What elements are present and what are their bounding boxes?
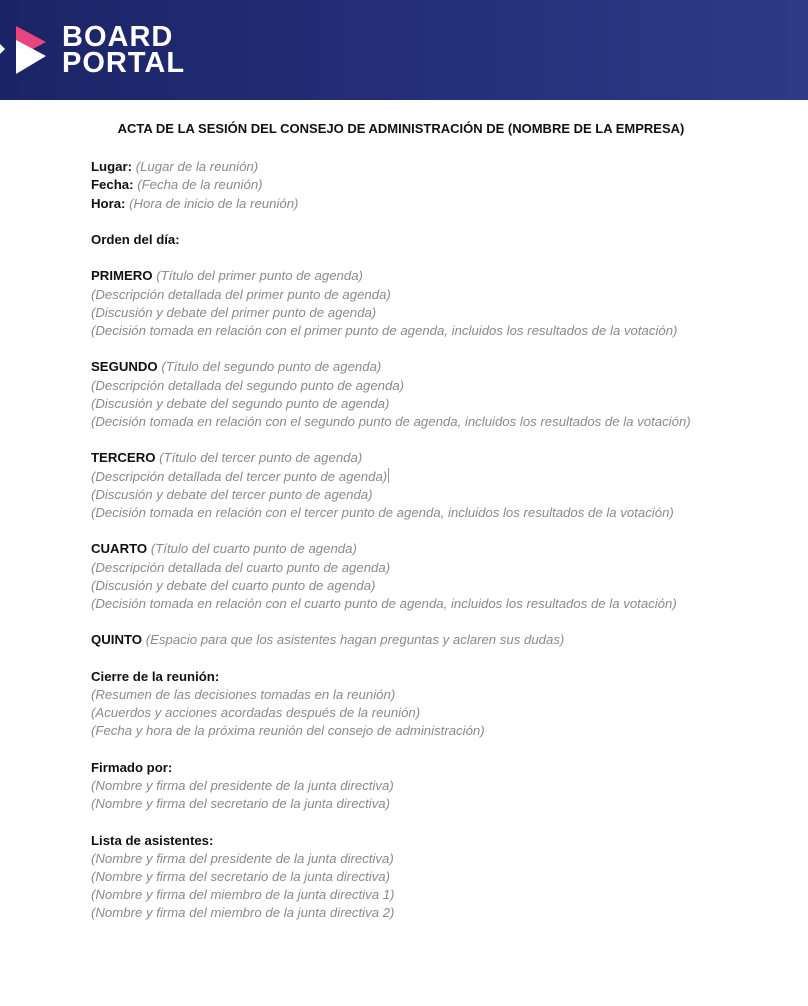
item-line: (Decisión tomada en relación con el cuarto punto de agenda, incluidos los resultados de la votación)	[91, 596, 677, 611]
meta-lugar	[91, 158, 771, 176]
item-line: (Decisión tomada en relación con el segundo punto de agenda, incluidos los resultados de la votación)	[91, 414, 691, 429]
item-label: QUINTO	[91, 632, 143, 648]
meta-hora	[91, 195, 771, 213]
item-line: (Decisión tomada en relación con el primer punto de agenda, incluidos los resultados de la votación)	[91, 323, 678, 338]
header-banner	[0, 0, 808, 100]
fecha-value: (Fecha de la reunión)	[137, 177, 263, 193]
agenda-item-tercero	[91, 449, 771, 522]
item-line: (Discusión y debate del segundo punto de agenda)	[91, 395, 390, 411]
item-label: SEGUNDO	[91, 359, 158, 375]
meta-fecha	[91, 176, 771, 194]
item-title: (Título del tercer punto de agenda)	[159, 450, 363, 466]
attendee-line: (Nombre y firma del secretario de la junta directiva)	[91, 868, 391, 884]
closing-line: (Resumen de las decisiones tomadas en la reunión)	[91, 686, 396, 702]
item-label: TERCERO	[91, 450, 156, 466]
item-title: (Título del primer punto de agenda)	[156, 268, 363, 284]
fecha-label: Fecha:	[91, 177, 134, 193]
item-line-with-cursor[interactable]	[91, 468, 771, 486]
closing-heading: Cierre de la reunión:	[91, 668, 220, 684]
closing-section	[91, 668, 771, 741]
text-cursor	[388, 468, 389, 483]
lugar-value: (Lugar de la reunión)	[135, 159, 259, 175]
item-label: CUARTO	[91, 541, 148, 557]
agenda-item-primero	[91, 267, 771, 340]
item-title: (Espacio para que los asistentes hagan preguntas y aclaren sus dudas)	[145, 632, 565, 648]
item-label: PRIMERO	[91, 268, 153, 284]
item-line: (Descripción detallada del segundo punto de agenda)	[91, 377, 405, 393]
signed-heading: Firmado por:	[91, 759, 173, 775]
play-logo-icon	[0, 22, 54, 78]
signed-section	[91, 759, 771, 814]
attendee-line: (Nombre y firma del miembro de la junta directiva 1)	[91, 887, 395, 903]
closing-line: (Acuerdos y acciones acordadas después de la reunión)	[91, 705, 421, 721]
item-title: (Título del segundo punto de agenda)	[161, 359, 382, 375]
item-line: (Descripción detallada del cuarto punto de agenda)	[91, 559, 391, 575]
item-line: (Descripción detallada del tercer punto de agenda)	[91, 468, 388, 484]
hora-value: (Hora de inicio de la reunión)	[129, 195, 299, 211]
brand-line-1: BOARD	[62, 21, 174, 53]
agenda-heading: Orden del día:	[91, 232, 180, 247]
lugar-label: Lugar:	[91, 159, 133, 175]
item-line: (Discusión y debate del primer punto de agenda)	[91, 304, 377, 320]
item-line: (Discusión y debate del tercer punto de agenda)	[91, 486, 373, 502]
closing-line: (Fecha y hora de la próxima reunión del consejo de administración)	[91, 723, 485, 739]
document-body	[91, 120, 771, 923]
brand-line-2: PORTAL	[62, 47, 186, 79]
board-portal-logo[interactable]	[0, 22, 185, 78]
brand-wordmark	[62, 21, 186, 79]
attendees-section	[91, 832, 771, 923]
attendee-line: (Nombre y firma del presidente de la junta directiva)	[91, 850, 394, 866]
item-title: (Título del cuarto punto de agenda)	[150, 541, 357, 557]
signed-line: (Nombre y firma del presidente de la junta directiva)	[91, 777, 394, 793]
item-line: (Descripción detallada del primer punto de agenda)	[91, 286, 391, 302]
signed-line: (Nombre y firma del secretario de la junta directiva)	[91, 796, 391, 812]
agenda-item-segundo	[91, 358, 771, 431]
attendee-line: (Nombre y firma del miembro de la junta directiva 2)	[91, 905, 395, 921]
item-line: (Decisión tomada en relación con el tercer punto de agenda, incluidos los resultados de la votación)	[91, 505, 674, 520]
document-title: ACTA DE LA SESIÓN DEL CONSEJO DE ADMINISTRACIÓN DE (NOMBRE DE LA EMPRESA)	[117, 121, 685, 136]
agenda-item-quinto	[91, 631, 771, 649]
agenda-item-cuarto	[91, 540, 771, 613]
attendees-heading: Lista de asistentes:	[91, 832, 214, 848]
item-line: (Discusión y debate del cuarto punto de agenda)	[91, 577, 376, 593]
hora-label: Hora:	[91, 195, 126, 211]
